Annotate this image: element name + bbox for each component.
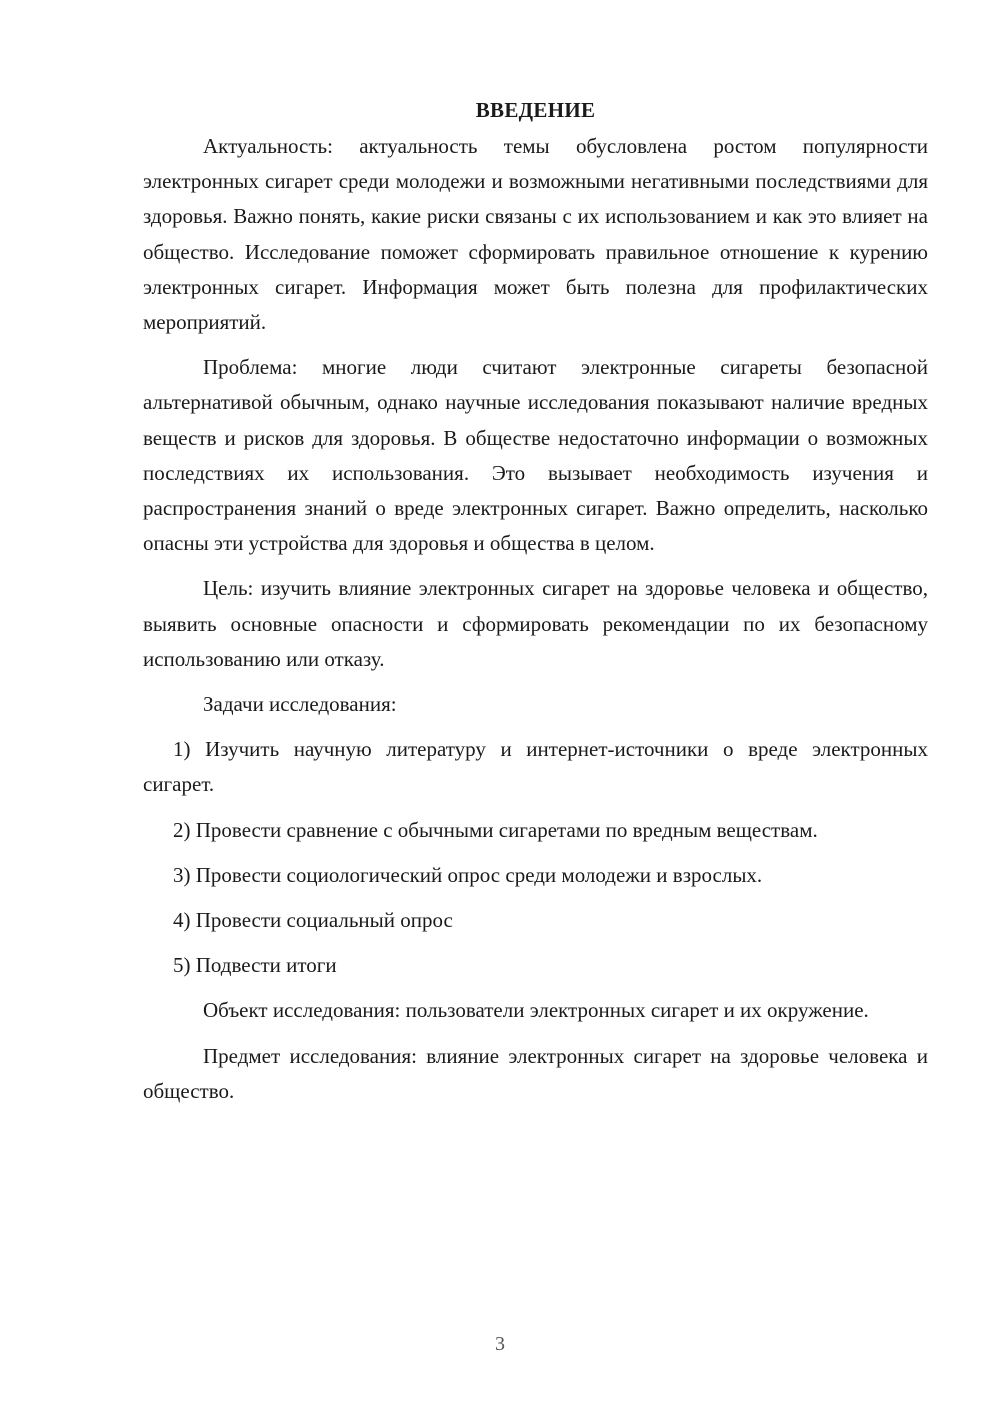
subject-paragraph: Предмет исследования: влияние электронных сигарет на здоровье человека и общество.: [143, 1043, 928, 1103]
task-item-1: 1) Изучить научную литературу и интернет-источники о вреде электронных сигарет.: [143, 737, 928, 797]
tasks-heading: Задачи исследования:: [203, 692, 397, 717]
task-item-4: 4) Провести социальный опрос: [173, 908, 453, 933]
object-paragraph: Объект исследования: пользователи электронных сигарет и их окружение.: [203, 998, 869, 1023]
problem-paragraph: Проблема: многие люди считают электронные сигареты безопасной альтернативой обычным, однако научные исследования показывают наличие вредных веществ и рисков для здоровья. В обществе недостаточно информации о возможных последствиях их использования. Это вызывает необходимость изучения и распространения знаний о вреде электронных сигарет. Важно определить, насколько опасны эти устройства для здоровья и общества в целом.: [143, 355, 928, 556]
task-item-2: 2) Провести сравнение с обычными сигаретами по вредным веществам.: [173, 817, 818, 842]
task-item-5: 5) Подвести итоги: [173, 953, 337, 978]
document-page: [143, 93, 928, 1119]
section-title: ВВЕДЕНИЕ: [475, 98, 596, 122]
relevance-paragraph: Актуальность: актуальность темы обусловлена ростом популярности электронных сигарет среди молодежи и возможными негативными последствиями для здоровья. Важно понять, какие риски связаны с их использованием и как это влияет на общество. Исследование поможет сформировать правильное отношение к курению электронных сигарет. Информация может быть полезна для профилактических мероприятий.: [143, 134, 928, 335]
goal-paragraph: Цель: изучить влияние электронных сигарет на здоровье человека и общество, выявить основные опасности и сформировать рекомендации по их безопасному использованию или отказу.: [143, 576, 928, 671]
page-number: 3: [495, 1333, 505, 1355]
task-item-3: 3) Провести социологический опрос среди молодежи и взрослых.: [173, 862, 763, 887]
